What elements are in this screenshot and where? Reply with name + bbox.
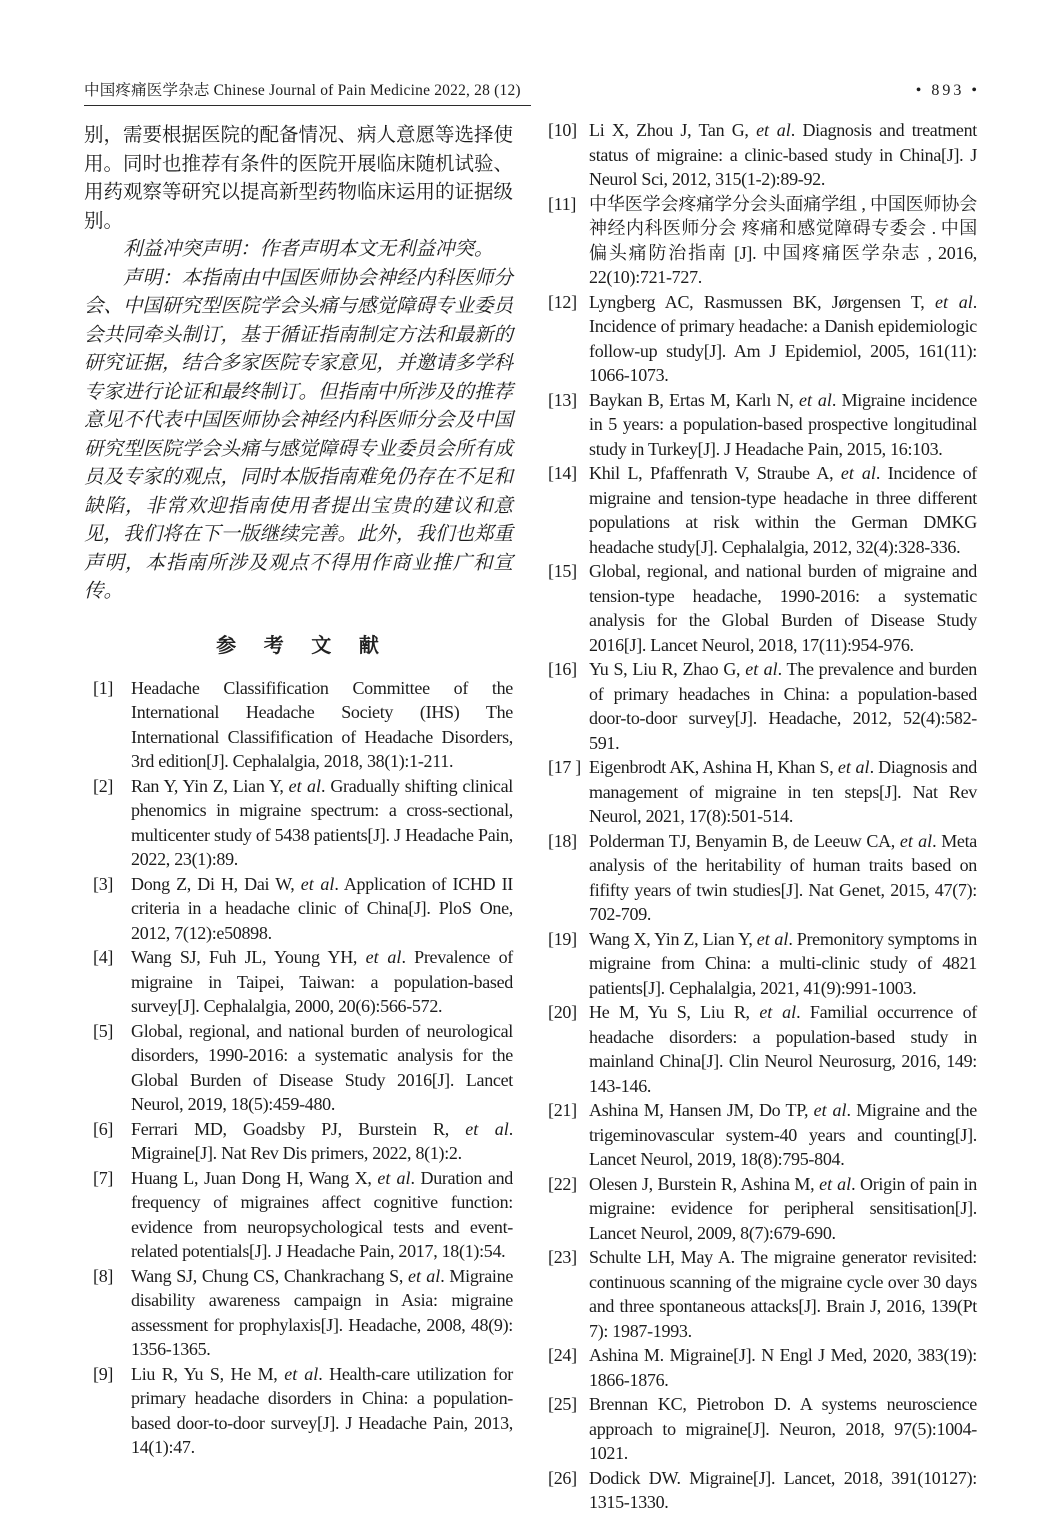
reference-number: [12]	[548, 291, 577, 312]
reference-number: [15]	[548, 561, 577, 581]
reference-number: [20]	[548, 1002, 577, 1022]
reference-text: Brennan KC, Pietrobon D. A systems neuroscience approach to migraine[J]. Neuron, 2018, 97(5):1004-1021.	[589, 1394, 977, 1463]
reference-text: Lyngberg AC, Rasmussen BK, Jørgensen T, et al. Incidence of primary headache: a Danish epidemiologic follow-up study[J]. Am J Epidemiol, 2005, 161(11): 1066-1073.	[589, 291, 977, 385]
reference-item-24	[548, 1343, 977, 1392]
reference-number: [9]	[93, 1363, 114, 1384]
reference-item-21	[548, 1098, 977, 1172]
reference-text: Wang SJ, Chung CS, Chankrachang S, et al. Migraine disability awareness campaign in Asia: migraine assessment for prophylaxis[J]. Headache, 2008, 48(9): 1356-1365.	[131, 1265, 514, 1359]
reference-item-8	[84, 1264, 513, 1362]
reference-item-4	[84, 945, 513, 1019]
reference-number: [2]	[93, 775, 114, 796]
reference-number: [16]	[548, 659, 577, 679]
reference-text: Global, regional, and national burden of migraine and tension-type headache, 1990-2016: a systematic analysis for the Global Burden of Disease Study 2016[J]. Lancet Neurol, 2018, 17(11):954-976.	[589, 561, 977, 655]
reference-item-3	[84, 872, 513, 946]
reference-item-2	[84, 774, 513, 872]
reference-item-12	[548, 290, 977, 388]
reference-text: Dong Z, Di H, Dai W, et al. Application of ICHD II criteria in a headache clinic of China[J]. PloS One, 2012, 7(12):e50898.	[131, 873, 513, 943]
reference-number: [26]	[548, 1467, 577, 1488]
reference-number: [11]	[548, 193, 577, 214]
reference-text: Eigenbrodt AK, Ashina H, Khan S, et al. Diagnosis and management of migraine in ten steps[J]. Nat Rev Neurol, 2021, 17(8):501-514.	[589, 757, 977, 826]
reference-number: [1]	[93, 677, 114, 698]
reference-item-11	[548, 192, 977, 290]
reference-item-13	[548, 388, 977, 462]
reference-item-10	[548, 118, 977, 192]
reference-number: [19]	[548, 928, 577, 949]
reference-text: Ashina M, Hansen JM, Do TP, et al. Migraine and the trigeminovascular system-40 years and counting[J]. Lancet Neurol, 2019, 18(8):795-804.	[589, 1100, 977, 1169]
reference-text: Khil L, Pfaffenrath V, Straube A, et al. Incidence of migraine and tension-type headache in three different populations at risk within the German DMKG headache study[J]. Cephalalgia, 2012, 32(4):328-336.	[589, 463, 977, 557]
reference-text: Olesen J, Burstein R, Ashina M, et al. Origin of pain in migraine: evidence for peripheral sensitisation[J]. Lancet Neurol, 2009, 8(7):679-690.	[589, 1173, 978, 1243]
reference-item-16	[548, 657, 977, 755]
reference-item-20	[548, 1000, 977, 1098]
left-column	[84, 122, 513, 1460]
reference-number: [24]	[548, 1345, 577, 1365]
reference-text: Headache Classifification Committee of the International Headache Society (IHS) The International Classifification of Headache Disorders, 3rd edition[J]. Cephalalgia, 2018, 38(1):1-211.	[131, 677, 513, 771]
reference-text: Global, regional, and national burden of neurological disorders, 1990-2016: a systematic analysis for the Global Burden of Disease Study 2016[J]. Lancet Neurol, 2019, 18(5):459-480.	[131, 1020, 513, 1114]
reference-number: [10]	[548, 120, 577, 140]
references-heading: 参 考 文 献	[216, 634, 381, 657]
reference-item-1	[84, 676, 513, 774]
disclaimer-statement: 声明：本指南由中国医师协会神经内科医师分会、中国研究型医院学会头痛与感觉障碍专业委员会共同牵头制订，基于循证指南制定方法和最新的研究证据，结合多家医院专家意见，并邀请多学科专家进行论证和最终制订。但指南中所涉及的推荐意见不代表中国医师协会神经内科医师分会及中国研究型医院学会头痛与感觉障碍专业委员会所有成员及专家的观点，同时本版指南难免仍存在不足和缺陷，非常欢迎指南使用者提出宝贵的建议和意见，我们将在下一版继续完善。此外，我们也郑重声明，本指南所涉及观点不得用作商业推广和宣传。	[84, 267, 514, 602]
reference-text: Yu S, Liu R, Zhao G, et al. The prevalence and burden of primary headaches in China: a population-based door-to-door survey[J]. Headache, 2012, 52(4):582-591.	[589, 659, 977, 753]
reference-item-26	[548, 1466, 977, 1515]
reference-text: Liu R, Yu S, He M, et al. Health-care utilization for primary headache disorders in China: a population-based door-to-door survey[J]. J Headache Pain, 2013, 14(1):47.	[131, 1363, 513, 1457]
reference-text: Ferrari MD, Goadsby PJ, Burstein R, et al. Migraine[J]. Nat Rev Dis primers, 2022, 8(1):2.	[131, 1118, 513, 1163]
reference-text: Baykan B, Ertas M, Karlı N, et al. Migraine incidence in 5 years: a population-based prospective longitudinal study in Turkey[J]. J Headache Pain, 2015, 16:103.	[589, 389, 977, 459]
reference-number: [18]	[548, 830, 577, 851]
reference-item-7	[84, 1166, 513, 1264]
reference-number: [7]	[93, 1167, 114, 1188]
reference-text: Dodick DW. Migraine[J]. Lancet, 2018, 391(10127): 1315-1330.	[589, 1467, 977, 1512]
page-number: • 893 •	[915, 82, 980, 99]
reference-item-25	[548, 1392, 977, 1466]
reference-number: [3]	[93, 873, 114, 894]
reference-text: Ashina M. Migraine[J]. N Engl J Med, 2020, 383(19): 1866-1876.	[589, 1345, 977, 1390]
reference-item-6	[84, 1117, 513, 1166]
right-column	[548, 118, 977, 1515]
reference-item-5	[84, 1019, 513, 1117]
reference-number: [17 ]	[548, 757, 581, 777]
reference-number: [8]	[93, 1265, 114, 1286]
reference-number: [22]	[548, 1173, 577, 1194]
reference-item-14	[548, 461, 977, 559]
reference-text: Huang L, Juan Dong H, Wang X, et al. Duration and frequency of migraines affect cognitive function: evidence from neuropsychological tests and event-related potentials[J]. J Headache Pain, 2017, 18(1):54.	[131, 1167, 514, 1261]
reference-number: [13]	[548, 389, 577, 410]
reference-item-18	[548, 829, 977, 927]
reference-text: Wang SJ, Fuh JL, Young YH, et al. Prevalence of migraine in Taipei, Taiwan: a population-based survey[J]. Cephalalgia, 2000, 20(6):566-572.	[131, 947, 513, 1016]
reference-item-23	[548, 1245, 977, 1343]
reference-item-9	[84, 1362, 513, 1460]
running-header	[84, 78, 980, 106]
reference-number: [25]	[548, 1394, 577, 1414]
reference-number: [14]	[548, 463, 577, 483]
reference-text: He M, Yu S, Liu R, et al. Familial occurrence of headache disorders: a population-based study in mainland China[J]. Clin Neurol Neurosurg, 2016, 149: 143-146.	[589, 1002, 977, 1096]
reference-text: Schulte LH, May A. The migraine generator revisited: continuous scanning of the migraine cycle over 30 days and three spontaneous attacks[J]. Brain J, 2016, 139(Pt 7): 1987-1993.	[589, 1247, 977, 1341]
journal-title-header: 中国疼痛医学杂志 Chinese Journal of Pain Medicine 2022, 28 (12)	[84, 78, 531, 106]
reference-number: [4]	[93, 947, 114, 967]
reference-item-22	[548, 1172, 977, 1246]
reference-text: Li X, Zhou J, Tan G, et al. Diagnosis and treatment status of migraine: a clinic-based study in China[J]. J Neurol Sci, 2012, 315(1-2):89-92.	[589, 120, 977, 189]
reference-number: [23]	[548, 1247, 577, 1267]
reference-text: 中华医学会疼痛学分会头面痛学组 , 中国医师协会神经内科医师分会 疼痛和感觉障碍专委会 . 中国偏头痛防治指南 [J]. 中国疼痛医学杂志 , 2016, 22(10):721-727.	[589, 193, 977, 287]
reference-text: Wang X, Yin Z, Lian Y, et al. Premonitory symptoms in migraine from China: a multi-clinic study of 4821 patients[J]. Cephalalgia, 2021, 41(9):991-1003.	[589, 928, 977, 998]
reference-number: [5]	[93, 1020, 114, 1041]
reference-item-19	[548, 927, 977, 1001]
body-paragraph-continuation: 别，需要根据医院的配备情况、病人意愿等选择使用。同时也推荐有条件的医院开展临床随机试验、用药观察等研究以提高新型药物临床运用的证据级别。	[84, 125, 514, 232]
reference-text: Ran Y, Yin Z, Lian Y, et al. Gradually shifting clinical phenomics in migraine spectrum: a cross-sectional, multicenter study of 5438 patients[J]. J Headache Pain, 2022, 23(1):89.	[131, 775, 513, 869]
reference-number: [21]	[548, 1100, 577, 1120]
reference-text: Polderman TJ, Benyamin B, de Leeuw CA, et al. Meta analysis of the heritability of human traits based on fififty years of twin studies[J]. Nat Genet, 2015, 47(7): 702-709.	[589, 830, 977, 924]
reference-item-17	[548, 755, 977, 829]
reference-item-15	[548, 559, 977, 657]
conflict-of-interest-statement: 利益冲突声明：作者声明本文无利益冲突。	[123, 239, 494, 260]
reference-number: [6]	[93, 1118, 114, 1139]
